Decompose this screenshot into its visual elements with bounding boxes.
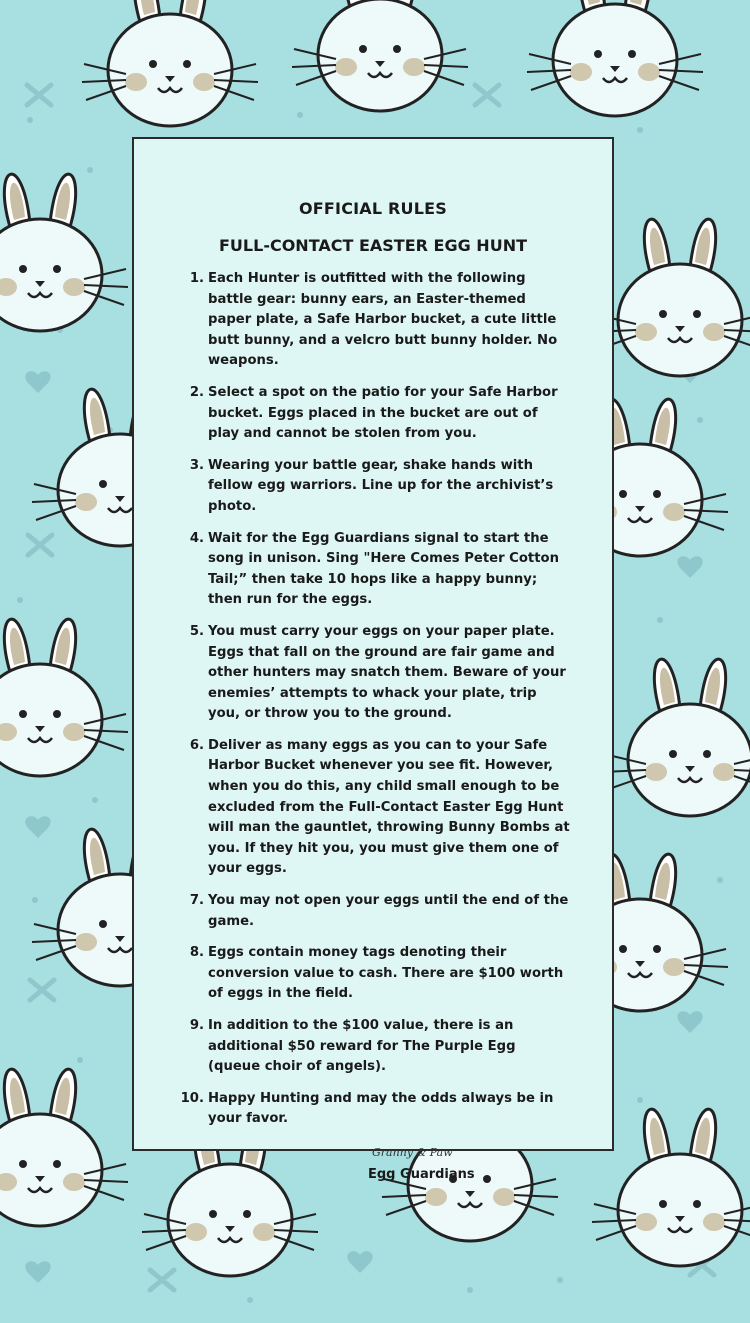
rule-number: 6. — [189, 737, 204, 753]
page-subtitle: FULL-CONTACT EASTER EGG HUNT — [219, 236, 527, 255]
rule-number: 1. — [189, 271, 204, 286]
rule-text: Wearing your battle gear, shake hands with fellow egg warriors. Line up for the archivist’s photo. — [208, 457, 554, 514]
rule-item — [174, 622, 572, 725]
rules-list — [174, 269, 572, 1130]
rule-item — [174, 383, 572, 445]
handwritten-signature: Granny & Paw — [372, 1145, 453, 1159]
rule-text: Each Hunter is outfitted with the following battle gear: bunny ears, an Easter-themed paper plate, a Safe Harbor bucket, a cute little butt bunny, and a velcro butt bunny holder. No weapons. — [208, 271, 558, 369]
rule-text: Wait for the Egg Guardians signal to start the song in unison. Sing "Here Comes Peter Cotton Tail;” then take 10 hops like a happy bunny; then run for the eggs. — [208, 530, 559, 608]
rule-number: 4. — [189, 530, 204, 546]
rule-number: 3. — [189, 457, 204, 473]
rule-text: You must carry your eggs on your paper plate. Eggs that fall on the ground are fair game and other hunters may snatch them. Beware of your enemies’ attempts to whack your plate, trip you, or throw you to the ground. — [208, 623, 566, 722]
rule-number: 7. — [189, 893, 204, 909]
rule-item — [174, 269, 572, 372]
rule-item — [174, 1089, 572, 1130]
rule-item — [174, 736, 572, 880]
rule-item — [174, 529, 572, 611]
rule-item — [174, 1016, 572, 1078]
rule-text: Deliver as many eggs as you can to your Safe Harbor Bucket whenever you see fit. However, when you do this, any child small enough to be excluded from the Full-Contact Easter Egg Hunt will man the gauntlet, throwing Bunny Bombs at you. If they hit you, you must give them one of your eggs. — [208, 737, 570, 877]
rule-number: 5. — [189, 623, 204, 639]
rule-text: Happy Hunting and may the odds always be in your favor. — [208, 1090, 554, 1127]
page-title: OFFICIAL RULES — [298, 199, 448, 218]
rule-text: You may not open your eggs until the end of the game. — [208, 893, 569, 929]
rule-item — [174, 943, 572, 1005]
rule-number: 9. — [189, 1018, 204, 1033]
rule-item — [174, 456, 572, 518]
signature-block — [368, 1146, 572, 1182]
signoff-label: Egg Guardians — [368, 1166, 475, 1182]
rule-number: 8. — [189, 945, 204, 961]
rule-item — [174, 891, 572, 932]
rule-number: 10. — [180, 1090, 204, 1106]
rule-text: Select a spot on the patio for your Safe Harbor bucket. Eggs placed in the bucket are out of play and cannot be stolen from you. — [208, 384, 558, 442]
rule-number: 2. — [189, 384, 204, 400]
rule-text: In addition to the $100 value, there is an additional $50 reward for The Purple Egg (queue choir of angels). — [208, 1018, 516, 1075]
rules-card — [132, 137, 614, 1182]
rule-text: Eggs contain money tags denoting their conversion value to cash. There are $100 worth of eggs in the field. — [208, 945, 564, 1002]
